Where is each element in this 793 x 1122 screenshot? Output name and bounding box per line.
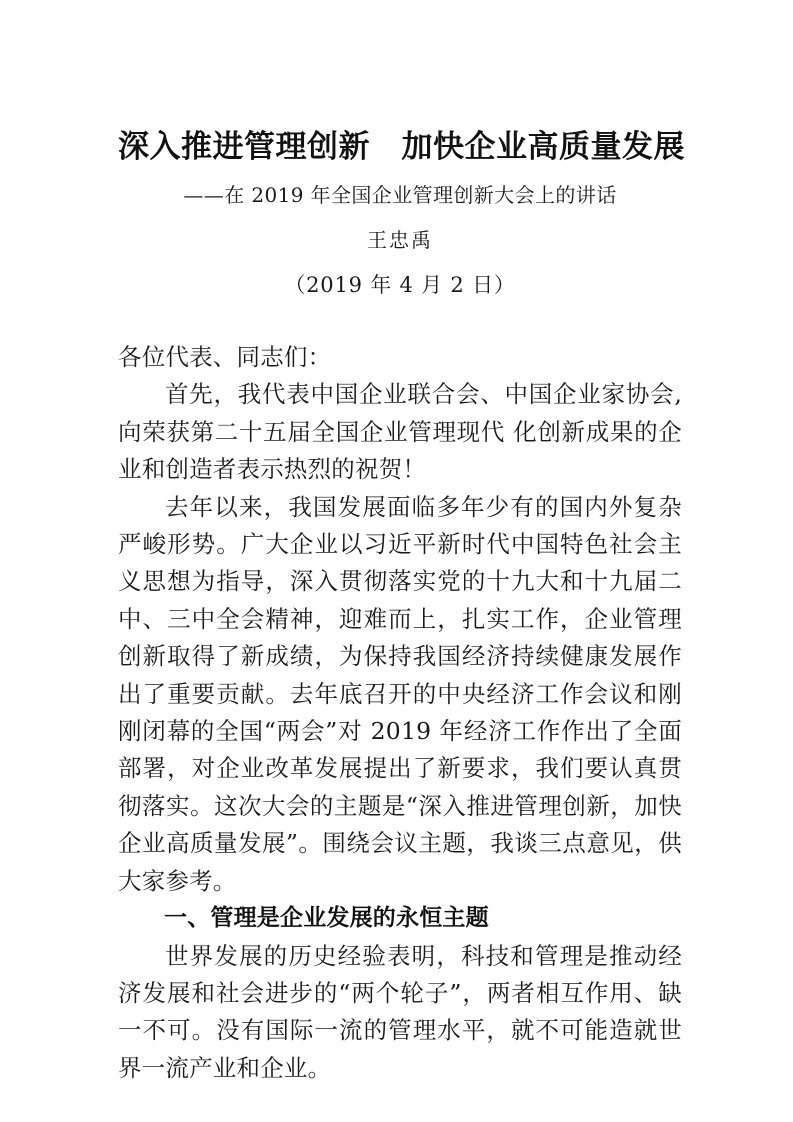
document-text-column <box>118 0 685 1087</box>
paragraph-section-one-p1: 世界发展的历史经验表明，科技和管理是推动经济发展和社会进步的“两个轮子”，两者相互作用、缺一不可。没有国际一流的管理水平，就不可能造就世界一流产业和企业。 <box>118 941 682 1082</box>
document-author: 王忠禹 <box>367 228 433 252</box>
title-block <box>118 0 685 301</box>
document-content <box>118 339 682 1087</box>
document-subtitle: ——在 2019 年全国企业管理创新大会上的讲话 <box>183 183 617 207</box>
paragraph-salutation: 各位代表、同志们： <box>118 343 332 371</box>
paragraph-opening-congratulations: 首先，我代表中国企业联合会、中国企业家协会,向荣获第二十五届全国企业管理现代 化创新成果的企业和创造者表示热烈的祝贺！ <box>118 380 682 484</box>
document-date: （2019 年 4 月 2 日） <box>284 273 516 297</box>
section-heading-one: 一、管理是企业发展的永恒主题 <box>164 905 489 932</box>
page-title: 深入推进管理创新 加快企业高质量发展 <box>118 129 685 165</box>
paragraph-situation-review: 去年以来，我国发展面临多年少有的国内外复杂严峻形势。广大企业以习近平新时代中国特色社会主义思想为指导，深入贯彻落实党的十九大和十九届二中、三中全会精神，迎难而上，扎实工作，企业管理创新取得了新成绩，为保持我国经济持续健康发展作出了重要贡献。去年底召开的中央经济工作会议和刚刚闭幕的全国“两会”对 2019 年经济工作作出了全面部署，对企业改革发展提出了新要求，我们要认真贯彻落实。这次大会的主题是“深入推进管理创新，加快企业高质量发展”。围绕会议主题，我谈三点意见，供大家参考。 <box>118 492 682 895</box>
